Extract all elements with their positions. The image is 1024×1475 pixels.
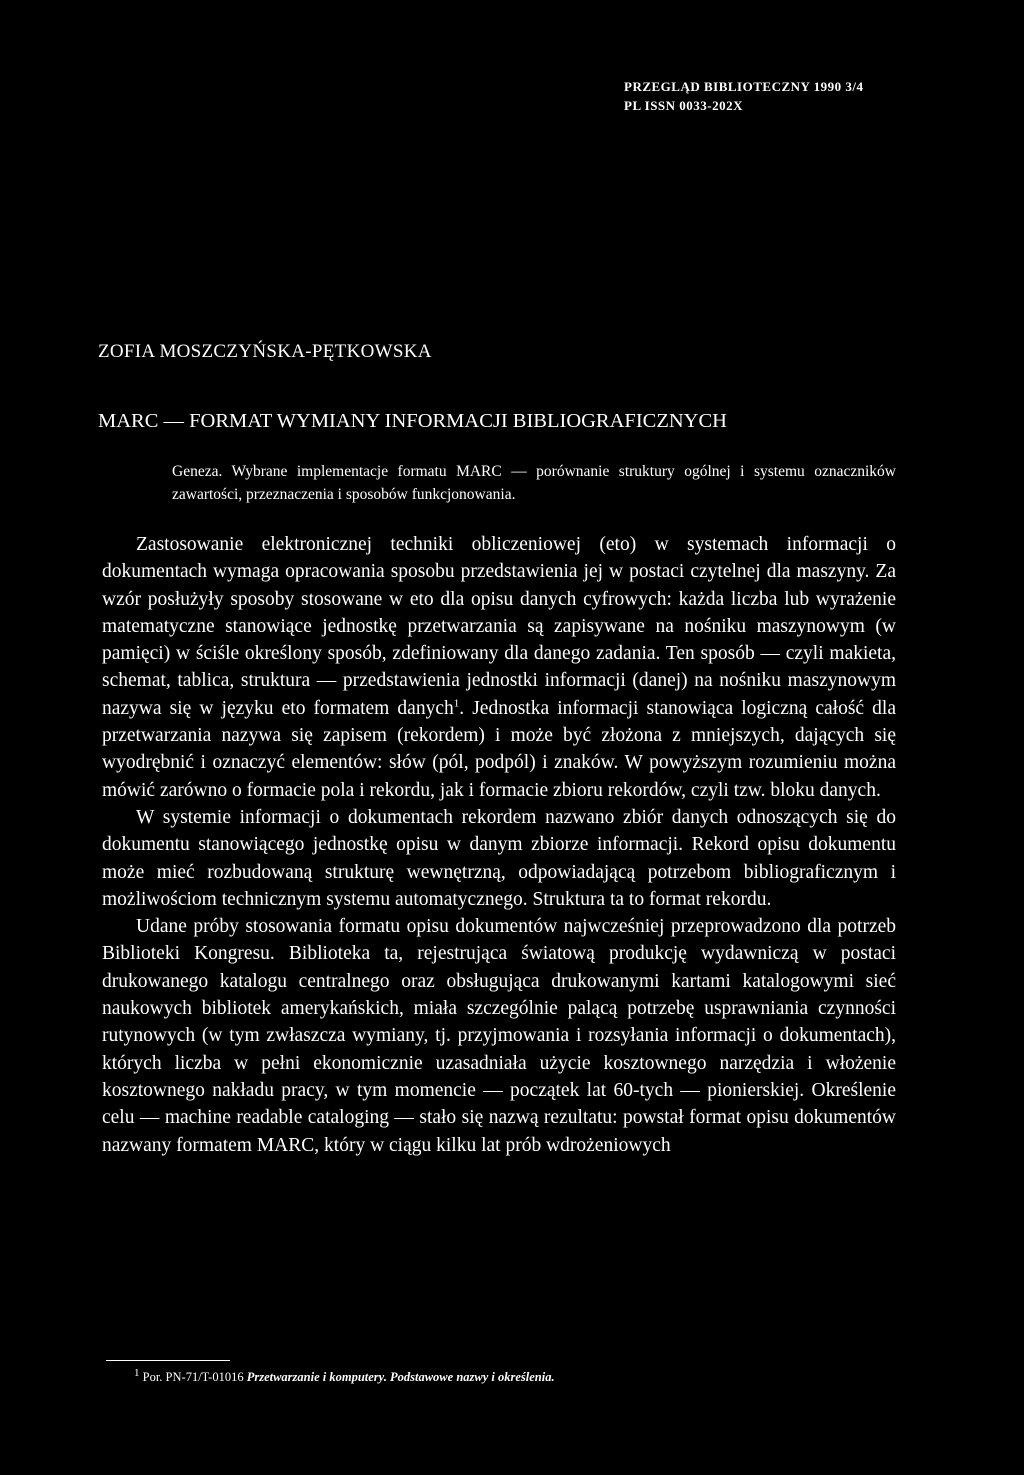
footnote-work-title: Przetwarzanie i komputery. Podstawowe nazwy i określenia.	[246, 1370, 555, 1384]
footnote	[134, 1366, 555, 1385]
paragraph-text: Zastosowanie elektronicznej techniki obliczeniowej (eto) w systemach informacji o dokumentach wymaga opracowania sposobu przedstawienia jej w postaci czytelnej dla maszyny. Za wzór posłużyły sposoby stosowane w eto dla opisu danych cyfrowych: każda liczba lub wyrażenie matematyczne stanowiące jednostkę przetwarzania są zapisywane na nośniku maszynowym (w pamięci) w ściśle określony sposób, zdefiniowany dla danego zadania. Ten sposób — czyli makieta, schemat, tablica, struktura — przedstawienia jednostki informacji (danej) na nośniku maszynowym nazywa się w języku eto formatem danych	[102, 534, 896, 719]
body-paragraph: Udane próby stosowania formatu opisu dokumentów najwcześniej przeprowadzono dla potrzeb Biblioteki Kongresu. Biblioteka ta, rejestrująca światową produkcję wydawniczą w postaci drukowanego katalogu centralnego oraz obsługująca drukowanymi kartami katalogowymi sieć naukowych bibliotek amerykańskich, miała szczególnie palącą potrzebę usprawniania czynności rutynowych (w tym zwłaszcza wymiany, tj. przyjmowania i rozsyłania informacji o dokumentach), których liczba w pełni ekonomicznie uzasadniała użycie kosztownego narzędzia i włożenie kosztownego nakładu pracy, w tym momencie — początek lat 60-tych — pionierskiej. Określenie celu — machine readable cataloging — stało się nazwą rezultatu: powstał format opisu dokumentów nazwany formatem MARC, który w ciągu kilku lat prób wdrożeniowych	[102, 916, 896, 1156]
footnote-divider	[106, 1360, 230, 1361]
footnote-citation: Por. PN-71/T-01016	[142, 1370, 244, 1384]
article-abstract: Geneza. Wybrane implementacje formatu MARC — porównanie struktury ogólnej i systemu oznaczników zawartości, przeznaczenia i sposobów funkcjonowania.	[172, 463, 896, 503]
paragraph-text: . Jednostka informacji stanowiąca logiczną całość dla przetwarzania nazywa się zapisem (rekordem) i może być złożona z mniejszych, dających się wyodrębnić i oznaczyć elementów: słów (pól, podpól) i znaków. W powyższym rozumieniu można mówić zarówno o formacie pola i rekordu, jak i formacie zbioru rekordów, czyli tzw. bloku danych.	[102, 697, 896, 801]
body-paragraph: W systemie informacji o dokumentach rekordem nazwano zbiór danych odnoszących się do dokumentu stanowiącego jednostkę opisu w danym zbiorze informacji. Rekord opisu dokumentu może mieć rozbudowaną strukturę wewnętrzną, odpowiadającą potrzebom bibliograficznym i możliwościom technicznym systemu automatycznego. Struktura ta to format rekordu.	[102, 806, 896, 910]
body-paragraph	[102, 531, 896, 804]
footnote-reference: 1	[453, 697, 460, 710]
journal-header	[624, 77, 864, 115]
article-title: MARC — FORMAT WYMIANY INFORMACJI BIBLIOGRAFICZNYCH	[98, 410, 727, 432]
article-author: ZOFIA MOSZCZYŃSKA-PĘTKOWSKA	[98, 341, 432, 362]
journal-issue: PRZEGLĄD BIBLIOTECZNY 1990 3/4	[624, 79, 864, 94]
footnote-number: 1	[134, 1366, 140, 1379]
journal-issn: PL ISSN 0033-202X	[624, 98, 744, 113]
article-body	[102, 531, 896, 1159]
